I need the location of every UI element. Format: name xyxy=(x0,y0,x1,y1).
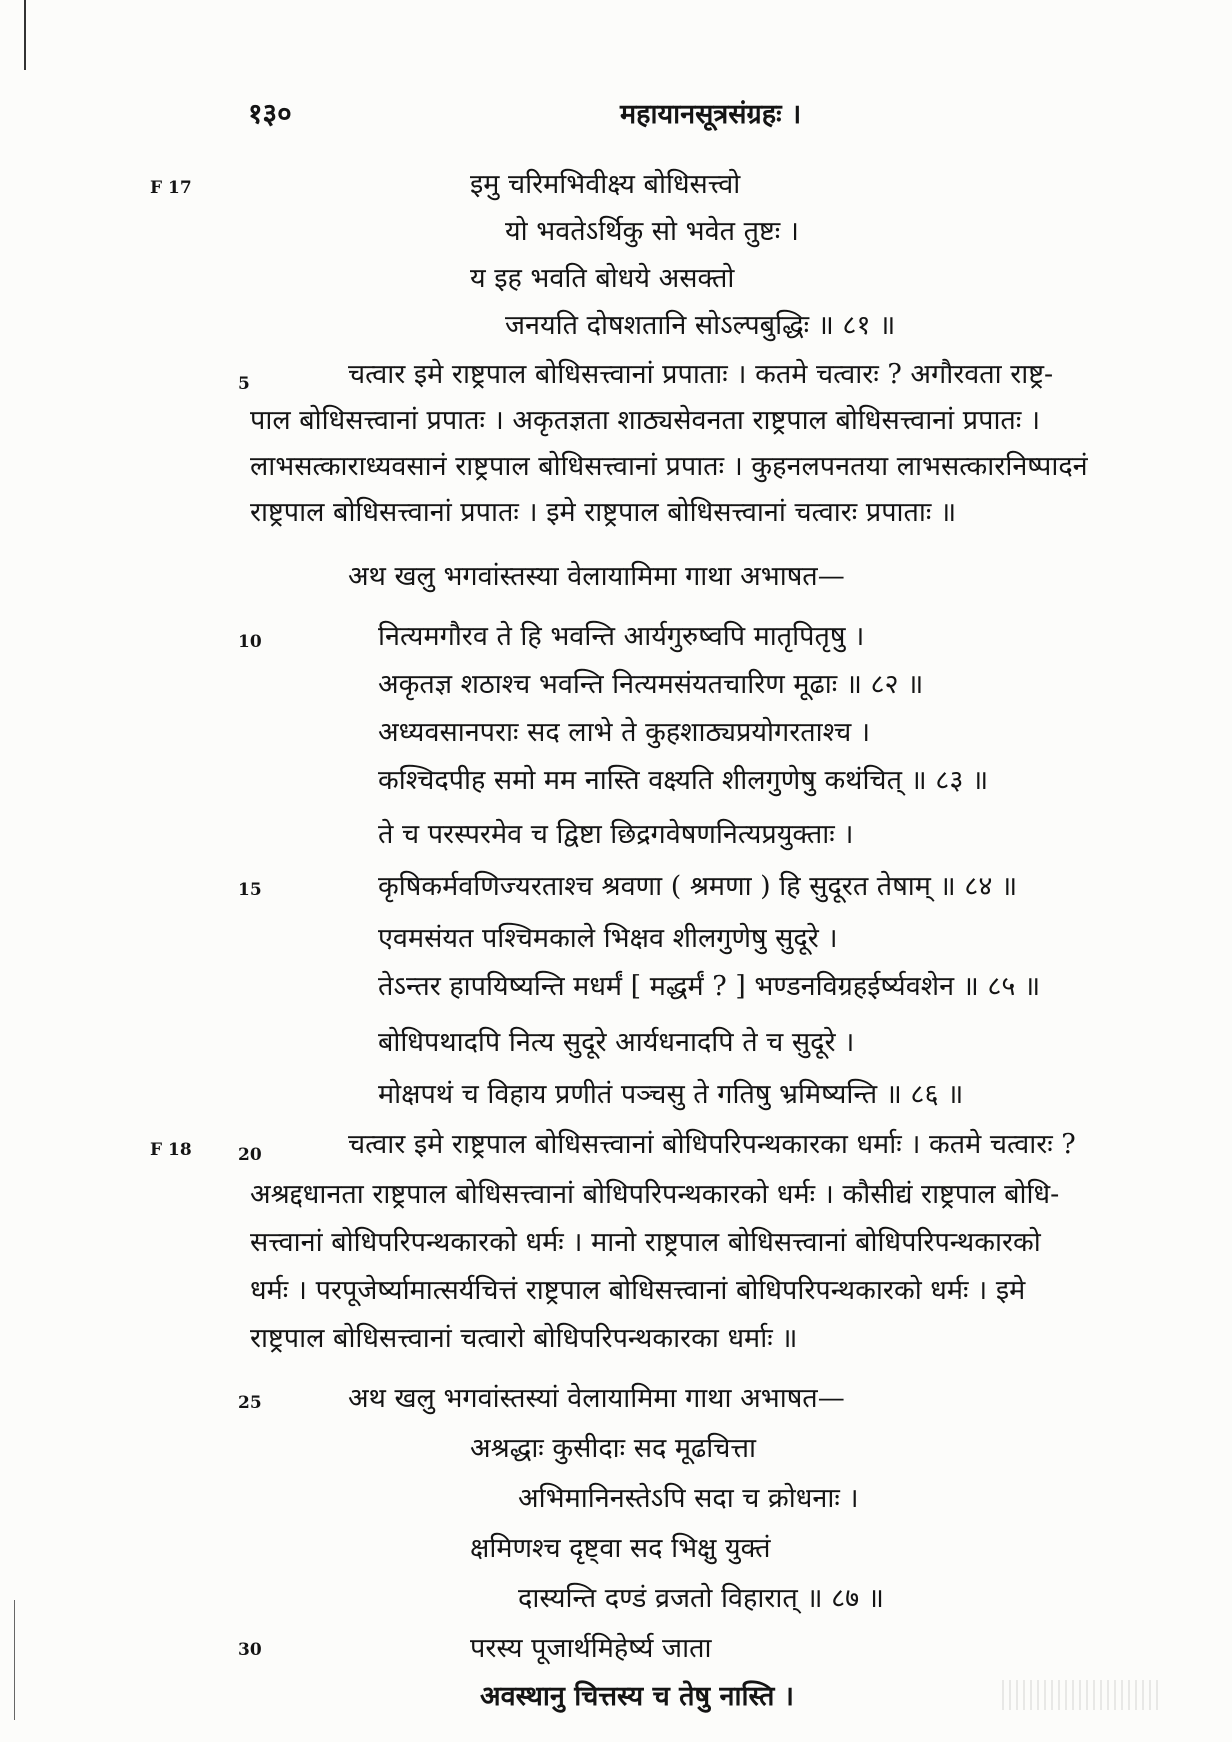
line-number: 25 xyxy=(238,1393,262,1413)
verse-line: इमु चरिमभिवीक्ष्य बोधिसत्त्वो xyxy=(470,169,741,200)
verse-line: यो भवतेऽर्थिकु सो भवेत तुष्टः । xyxy=(505,216,800,247)
line-number: 15 xyxy=(238,880,262,900)
running-title: महायानसूत्रसंग्रहः । xyxy=(620,99,802,130)
prose-line: धर्मः । परपूजेर्ष्यामात्सर्यचित्तं राष्ट्रपाल बोधिसत्त्वानां बोधिपरिपन्थकारको धर्मः । इमे xyxy=(250,1275,1026,1306)
line-number: 5 xyxy=(238,374,250,394)
verse-line: बोधिपथादपि नित्य सुदूरे आर्यधनादपि ते च सुदूरे । xyxy=(378,1027,855,1058)
verse-line: एवमसंयत पश्चिमकाले भिक्षव शीलगुणेषु सुदूरे । xyxy=(378,923,838,954)
verse-line: अकृतज्ञ शठाश्च भवन्ति नित्यमसंयतचारिण मूढाः ॥ ८२ ॥ xyxy=(378,669,924,700)
verse-line: जनयति दोषशतानि सोऽल्पबुद्धिः ॥ ८१ ॥ xyxy=(505,310,896,341)
verse-line: क्षमिणश्च दृष्ट्वा सद भिक्षु युक्तं xyxy=(470,1533,771,1564)
verse-line: अभिमानिनस्तेऽपि सदा च क्रोधनाः । xyxy=(518,1483,859,1514)
page-number: १३० xyxy=(248,97,292,130)
verse-line: तेऽन्तर हापयिष्यन्ति मधर्मं [ मद्धर्मं ? ] भण्डनविग्रहईर्ष्यवशेन ॥ ८५ ॥ xyxy=(378,971,1041,1002)
verse-line: कृषिकर्मवणिज्यरताश्च श्रवणा ( श्रमणा ) हि सुदूरत तेषाम् ॥ ८४ ॥ xyxy=(378,871,1018,902)
line-number: 10 xyxy=(238,632,262,652)
verse-intro: अथ खलु भगवांस्तस्यां वेलायामिमा गाथा अभाषत— xyxy=(348,1383,845,1414)
verse-line: मोक्षपथं च विहाय प्रणीतं पञ्चसु ते गतिषु भ्रमिष्यन्ति ॥ ८६ ॥ xyxy=(378,1079,964,1110)
prose-line: चत्वार इमे राष्ट्रपाल बोधिसत्त्वानां प्रपाताः । कतमे चत्वारः ? अगौरवता राष्ट्र- xyxy=(348,359,1054,390)
verse-line: ते च परस्परमेव च द्विष्टा छिद्रगवेषणनित्यप्रयुक्ताः । xyxy=(378,819,854,850)
prose-line: अश्रद्दधानता राष्ट्रपाल बोधिसत्त्वानां बोधिपरिपन्थकारको धर्मः । कौसीद्यं राष्ट्रपाल बोधि- xyxy=(250,1179,1060,1210)
verse-line: दास्यन्ति दण्डं व्रजतो विहारात् ॥ ८७ ॥ xyxy=(518,1583,884,1614)
verse-line: अवस्थानु चित्तस्य च तेषु नास्ति । xyxy=(480,1681,795,1712)
verse-line: नित्यमगौरव ते हि भवन्ति आर्यगुरुष्वपि मातृपितृषु । xyxy=(378,621,865,652)
verse-line: अध्यवसानपराः सद लाभे ते कुहशाठ्यप्रयोगरताश्च । xyxy=(378,717,871,748)
prose-line: सत्त्वानां बोधिपरिपन्थकारको धर्मः । मानो राष्ट्रपाल बोधिसत्त्वानां बोधिपरिपन्थकारको xyxy=(250,1227,1041,1258)
verse-line: कश्चिदपीह समो मम नास्ति वक्ष्यति शीलगुणेषु कथंचित् ॥ ८३ ॥ xyxy=(378,765,989,796)
prose-line: पाल बोधिसत्त्वानां प्रपातः । अकृतज्ञता शाठ्यसेवनता राष्ट्रपाल बोधिसत्त्वानां प्रपातः । xyxy=(250,405,1041,436)
prose-line: राष्ट्रपाल बोधिसत्त्वानां चत्वारो बोधिपरिपन्थकारका धर्माः ॥ xyxy=(250,1323,798,1354)
folio-marker: F 17 xyxy=(150,178,192,198)
line-number: 20 xyxy=(238,1145,262,1165)
line-number: 30 xyxy=(238,1640,262,1660)
scan-edge-line xyxy=(24,0,26,70)
verse-line: य इह भवति बोधये असक्तो xyxy=(470,263,735,294)
verse-line: अश्रद्धाः कुसीदाः सद मूढचित्ता xyxy=(470,1433,757,1464)
scan-edge-line xyxy=(14,1600,15,1720)
scan-noise xyxy=(1002,1680,1162,1710)
verse-line: परस्य पूजार्थमिहेर्ष्य जाता xyxy=(470,1633,712,1664)
prose-line: चत्वार इमे राष्ट्रपाल बोधिसत्त्वानां बोधिपरिपन्थकारका धर्माः । कतमे चत्वारः ? xyxy=(348,1129,1076,1160)
folio-marker: F 18 xyxy=(150,1140,192,1160)
prose-line: राष्ट्रपाल बोधिसत्त्वानां प्रपातः । इमे राष्ट्रपाल बोधिसत्त्वानां चत्वारः प्रपाताः ॥ xyxy=(250,497,957,528)
verse-intro: अथ खलु भगवांस्तस्या वेलायामिमा गाथा अभाषत— xyxy=(348,561,845,592)
prose-line: लाभसत्काराध्यवसानं राष्ट्रपाल बोधिसत्त्वानां प्रपातः । कुहनलपनतया लाभसत्कारनिष्पादनं xyxy=(250,451,1088,482)
